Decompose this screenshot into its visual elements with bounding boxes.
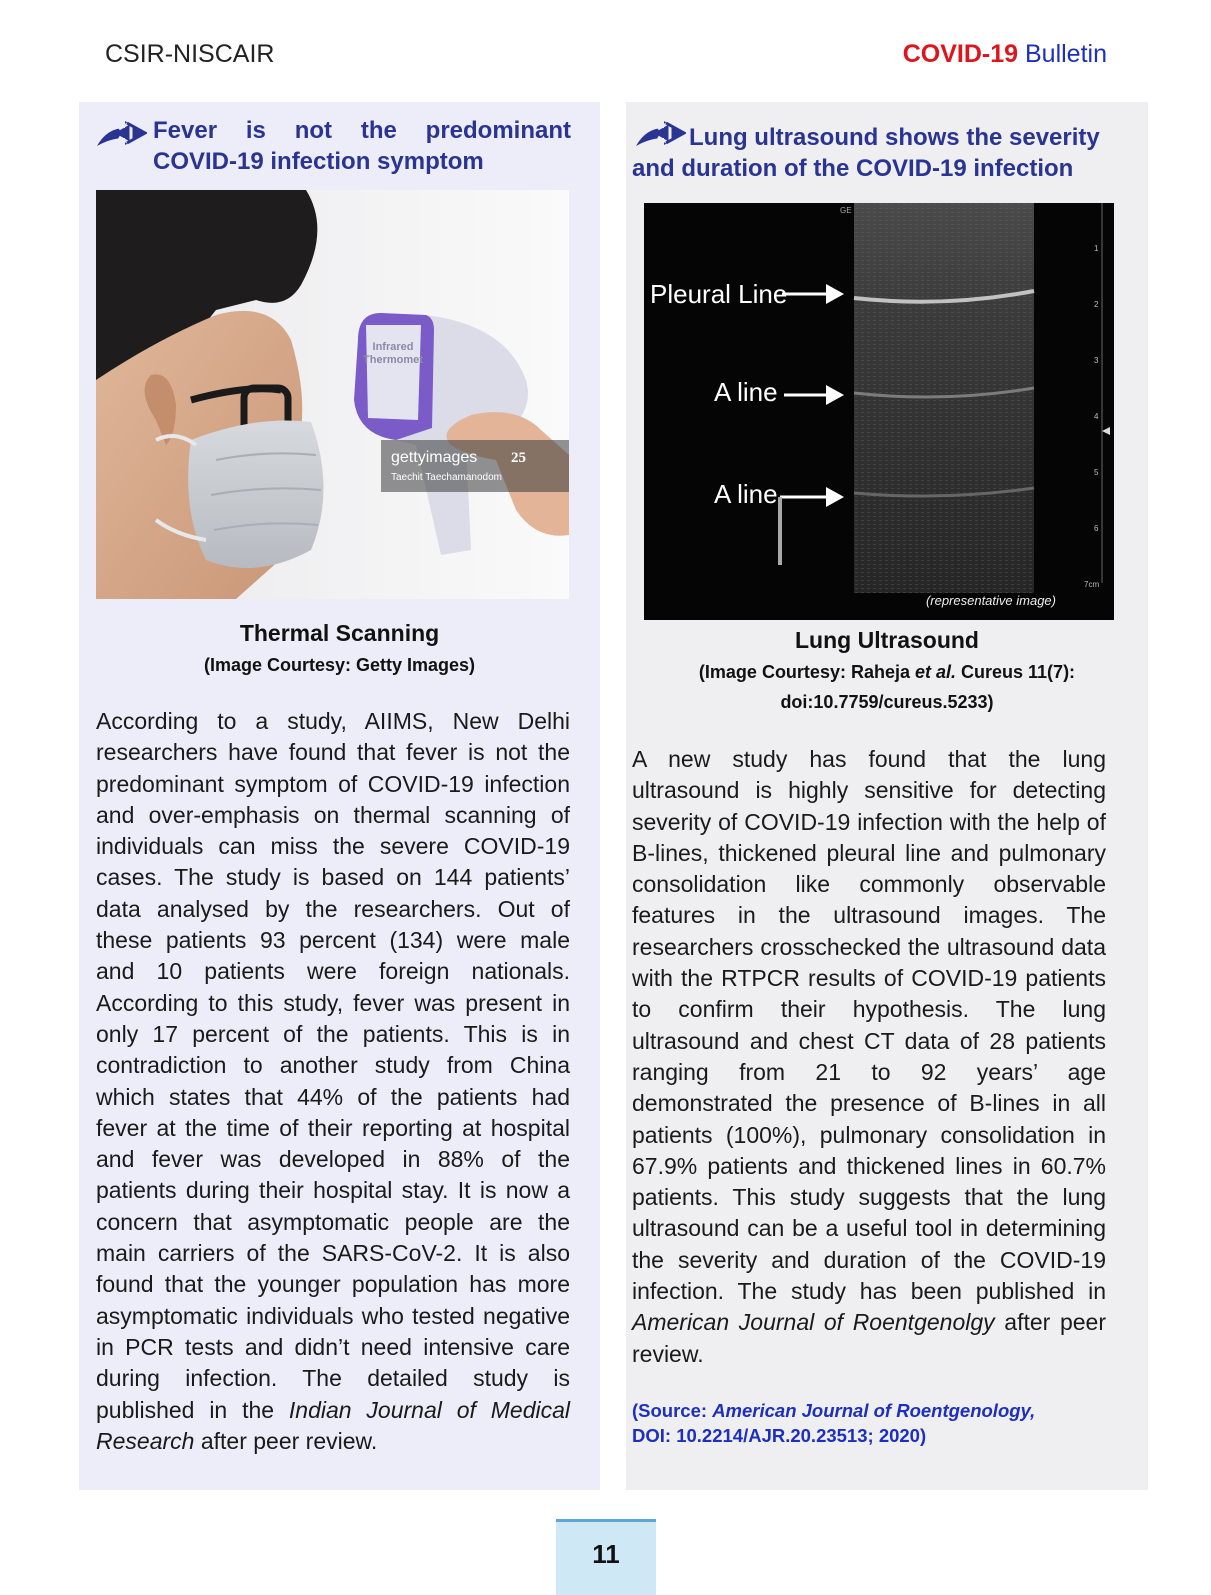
source-journal: American Journal of Roentgenology,: [712, 1400, 1036, 1421]
right-body-end: after peer review.: [632, 1309, 1107, 1367]
scale-6: 6: [1094, 524, 1099, 533]
right-article-panel: [626, 102, 1148, 1490]
scale-4: 4: [1094, 412, 1099, 421]
getty-watermark: gettyimages: [391, 449, 478, 466]
right-caption-title: Lung Ultrasound: [795, 627, 979, 653]
right-article-source: [632, 1398, 1102, 1448]
header-bulletin: Bulletin: [1025, 40, 1107, 68]
getty-badge: 25: [511, 450, 526, 466]
left-article-panel: [79, 102, 600, 1490]
thermometer-label-line2: Thermomet: [363, 354, 423, 366]
source-prefix: (Source:: [632, 1400, 713, 1421]
right-caption-pre: (Image Courtesy: Raheja: [698, 662, 915, 682]
scale-2: 2: [1094, 300, 1099, 309]
right-article-body: [632, 744, 1106, 1370]
right-caption-etal: et al.: [914, 662, 957, 682]
header-covid: COVID-19: [902, 40, 1019, 68]
left-body-end: after peer review.: [194, 1427, 378, 1454]
left-caption-courtesy: (Image Courtesy: Getty Images): [203, 655, 476, 675]
left-article-title: [153, 115, 571, 177]
double-arrow-icon: [95, 118, 147, 150]
scale-3: 3: [1094, 356, 1099, 365]
scale-7cm: 7cm: [1084, 580, 1100, 589]
left-title-line2: COVID-19 infection symptom: [153, 148, 484, 175]
right-body-journal: American Journal of Roentgenolgy: [632, 1309, 995, 1336]
a-line-label-1: A line: [714, 377, 778, 407]
left-title-line1: Fever is not the predominant: [153, 117, 571, 144]
thermal-scanning-illustration: [96, 190, 569, 599]
right-title-line2: and duration of the COVID-19 infection: [632, 155, 1074, 182]
right-caption-post: Cureus 11(7):: [956, 662, 1076, 682]
right-title-line1: Lung ultrasound shows the severity: [689, 124, 1100, 151]
left-article-body: [96, 706, 570, 1457]
right-body-text: A new study has found that the lung ultrasound is highly sensitive for detecting severity of COVID-19 infection with the help of B-lines, thickened pleural line and pulmonary consolidation like commonly observable features in the ultrasound images. The researchers crosschecked the ultrasound data with the RTPCR results of COVID-19 patients to confirm their hypothesis. The lung ultrasound and chest CT data of 28 patients ranging from 21 to 92 years’ age demonstrated the presence of B-lines in all patients (100%), pulmonary consolidation in 67.9% patients and thickened lines in 60.7% patients. This study suggests that the lung ultrasound can be a useful tool in determining the severity and duration of the COVID-19 infection. The study has been published in: [632, 746, 1106, 1305]
thermal-scanning-photo: [96, 190, 569, 599]
representative-image-note: (representative image): [925, 593, 1056, 608]
right-caption-doi: doi:10.7759/cureus.5233): [780, 692, 994, 712]
left-caption-title: Thermal Scanning: [239, 620, 440, 646]
right-article-title: [632, 122, 1122, 184]
right-caption-courtesy: [626, 657, 1148, 717]
page-number: 11: [556, 1519, 656, 1595]
lung-ultrasound-image: [644, 203, 1114, 620]
ultrasound-brand: GE: [840, 206, 852, 215]
scale-5: 5: [1094, 468, 1099, 477]
source-doi: DOI: 10.2214/AJR.20.23513; 2020): [632, 1425, 927, 1446]
header-publisher: CSIR-NISCAIR: [105, 40, 275, 68]
getty-credit: Taechit Taechamanodom: [391, 472, 502, 483]
scale-1: 1: [1094, 244, 1099, 253]
header-bulletin-title: [903, 40, 1107, 69]
ultrasound-scan-illustration: [644, 203, 1114, 620]
a-line-label-2: A line: [714, 479, 778, 509]
left-body-journal: Indian Journal of Medical Research: [96, 1396, 570, 1454]
pleural-line-label: Pleural Line: [650, 279, 788, 309]
thermometer-label-line1: Infrared: [372, 341, 414, 353]
left-body-text: According to a study, AIIMS, New Delhi researchers have found that fever is not the predominant symptom of COVID-19 infection and over-emphasis on thermal scanning of individuals can miss the severe COVID-19 cases. The study is based on 144 patients’ data analysed by the researchers. Out of these patients 93 percent (134) were male and 10 patients were foreign nationals. According to this study, fever was present in only 17 percent of the patients. This is in contradiction to another study from China which states that 44% of the patients had fever at the time of their reporting at hospital and fever was developed in 88% of the patients during their hospital stay. It is now a concern that asymptomatic people are the main carriers of the SARS-CoV-2. It is also found that the younger population has more asymptomatic individuals who tested negative in PCR tests and didn’t need intensive care during infection. The detailed study is published in the: [96, 708, 570, 1423]
